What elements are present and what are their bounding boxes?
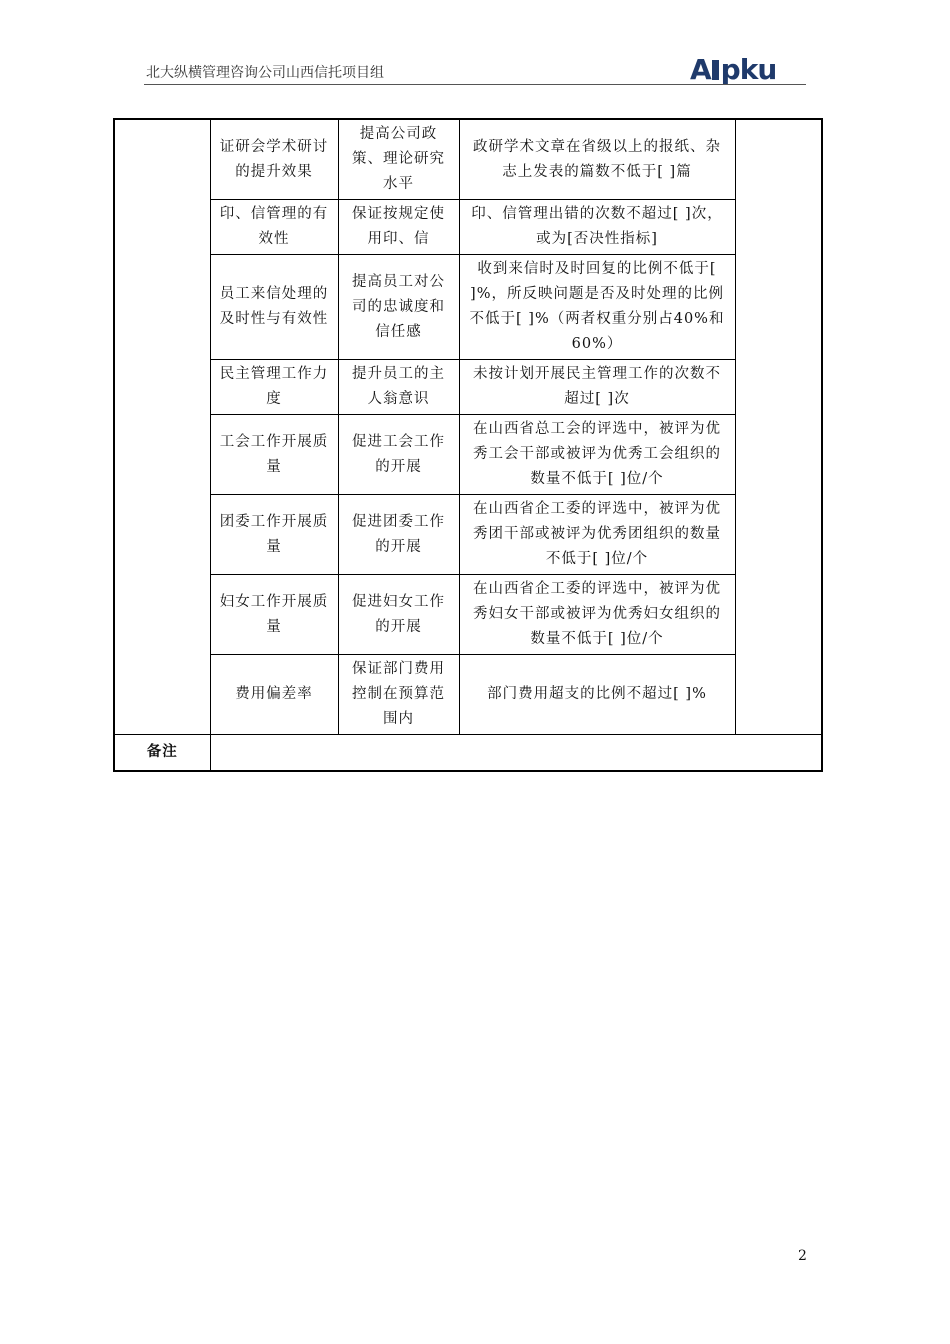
table-row [114, 415, 822, 495]
remark-value [210, 735, 822, 771]
indicator-goal: 提升员工的主人翁意识 [338, 360, 459, 415]
indicator-name: 证研会学术研讨的提升效果 [210, 119, 338, 200]
indicator-name: 妇女工作开展质量 [210, 575, 338, 655]
indicator-standard: 部门费用超支的比例不超过[ ]% [459, 655, 735, 735]
company-logo: A pku [690, 53, 777, 86]
header-rule [144, 84, 806, 85]
table-row [114, 119, 822, 200]
table-row [114, 495, 822, 575]
table-row [114, 655, 822, 735]
table-row [114, 200, 822, 255]
weight-cell [735, 119, 822, 735]
indicator-goal: 促进工会工作的开展 [338, 415, 459, 495]
indicator-goal: 保证部门费用控制在预算范围内 [338, 655, 459, 735]
table-row [114, 255, 822, 360]
indicator-standard: 在山西省企工委的评选中，被评为优秀妇女干部或被评为优秀妇女组织的数量不低于[ ]位/个 [459, 575, 735, 655]
indicator-standard: 收到来信时及时回复的比例不低于[ ]%，所反映问题是否及时处理的比例不低于[ ]%（两者权重分别占40%和60%） [459, 255, 735, 360]
indicator-goal: 保证按规定使用印、信 [338, 200, 459, 255]
indicator-name: 费用偏差率 [210, 655, 338, 735]
header-title: 北大纵横管理咨询公司山西信托项目组 [146, 65, 384, 81]
indicator-standard: 政研学术文章在省级以上的报纸、杂志上发表的篇数不低于[ ]篇 [459, 119, 735, 200]
table-row [114, 360, 822, 415]
page-number: 2 [798, 1248, 807, 1264]
indicator-name: 团委工作开展质量 [210, 495, 338, 575]
indicator-goal: 提高公司政策、理论研究水平 [338, 119, 459, 200]
indicator-name: 员工来信处理的及时性与有效性 [210, 255, 338, 360]
table-row [114, 575, 822, 655]
indicator-goal: 促进妇女工作的开展 [338, 575, 459, 655]
indicator-standard: 在山西省总工会的评选中，被评为优秀工会干部或被评为优秀工会组织的数量不低于[ ]位/个 [459, 415, 735, 495]
indicator-standard: 未按计划开展民主管理工作的次数不超过[ ]次 [459, 360, 735, 415]
category-cell [114, 119, 210, 735]
indicator-name: 印、信管理的有效性 [210, 200, 338, 255]
indicator-name: 工会工作开展质量 [210, 415, 338, 495]
indicator-goal: 促进团委工作的开展 [338, 495, 459, 575]
indicator-name: 民主管理工作力度 [210, 360, 338, 415]
remark-label: 备注 [114, 735, 210, 771]
kpi-table [113, 118, 823, 772]
indicator-standard: 在山西省企工委的评选中，被评为优秀团干部或被评为优秀团组织的数量不低于[ ]位/个 [459, 495, 735, 575]
indicator-standard: 印、信管理出错的次数不超过[ ]次，或为[否决性指标] [459, 200, 735, 255]
indicator-goal: 提高员工对公司的忠诚度和信任感 [338, 255, 459, 360]
remark-row [114, 735, 822, 771]
